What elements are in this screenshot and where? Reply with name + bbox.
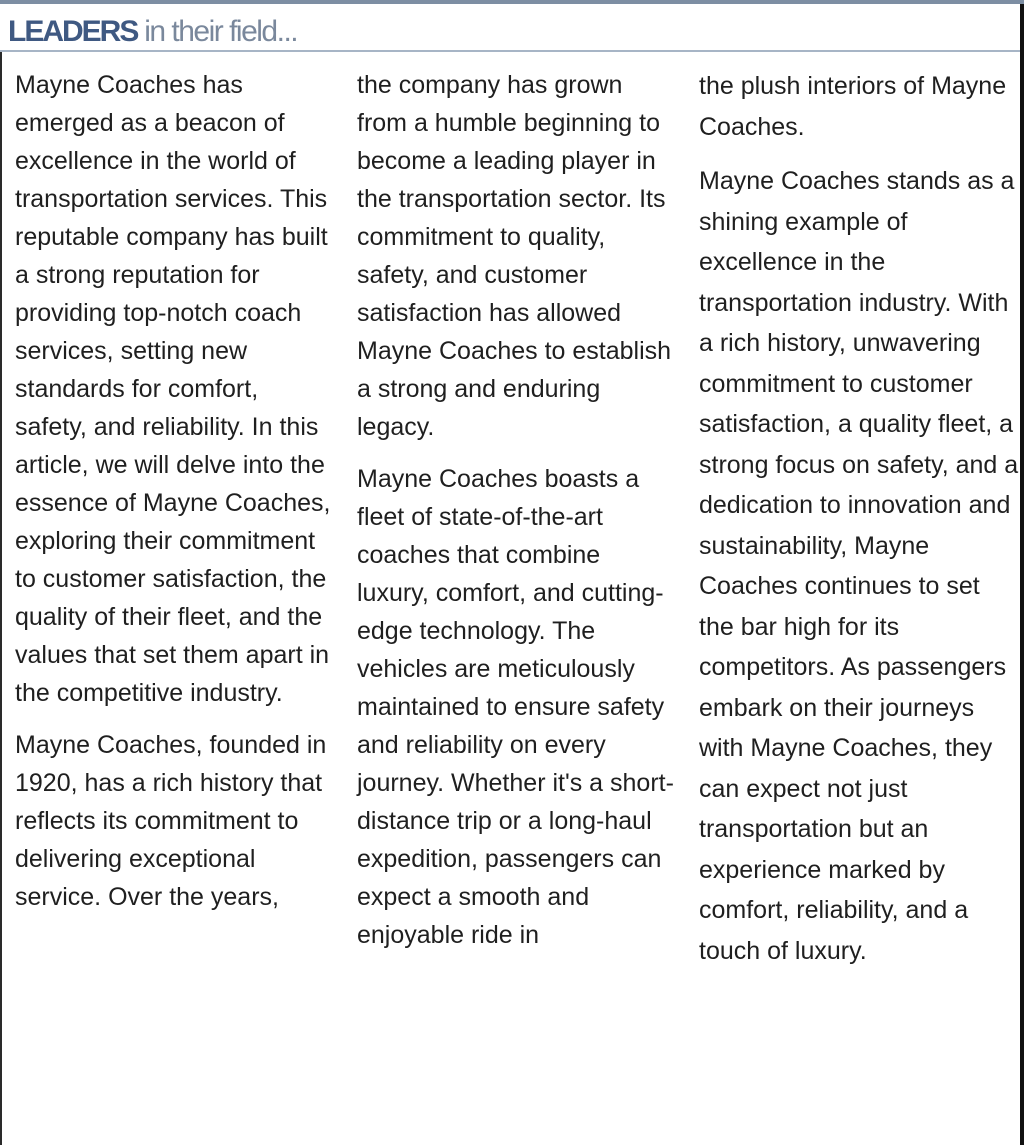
right-border — [1020, 4, 1024, 1145]
column-3-paragraph-1: the plush interiors of Mayne Coaches. — [699, 72, 1007, 141]
column-3-paragraph-2: Mayne Coaches stands as a shining example of excellence in the transportation industry. With a rich history, unwavering commitment to customer satisfaction, a quality fleet, a strong focus on safety, and a dedication to innovation and sustainability, Mayne Coaches continues to set the bar high for its competitors. As passengers embark on their journeys with Mayne Coaches, they can expect not just transportation but an experience marked by comfort, reliability, and a touch of luxury. — [699, 167, 1019, 965]
column-2-paragraph-1: the company has grown from a humble beginning to become a leading player in the transportation sector. Its commitment to quality, safety, and customer satisfaction has allowed Mayne Coaches to establish a strong and enduring legacy. — [357, 71, 672, 441]
section-title — [8, 14, 297, 50]
section-title-rest: in their field... — [137, 15, 298, 48]
column-2 — [357, 66, 677, 954]
column-3 — [699, 66, 1019, 971]
header-bar — [0, 0, 1024, 52]
section-title-strong: LEADERS — [8, 15, 138, 48]
column-1 — [15, 66, 335, 916]
left-border — [0, 4, 2, 1145]
header-rule — [0, 50, 1024, 52]
column-1-paragraph-2: Mayne Coaches, founded in 1920, has a rich history that reflects its commitment to delivering exceptional service. Over the years, — [15, 731, 327, 911]
column-2-paragraph-2: Mayne Coaches boasts a fleet of state-of-the-art coaches that combine luxury, comfort, and cutting-edge technology. The vehicles are meticulously maintained to ensure safety and reliability on every journey. Whether it's a short-distance trip or a long-haul expedition, passengers can expect a smooth and enjoyable ride in — [357, 465, 674, 949]
column-1-paragraph-1: Mayne Coaches has emerged as a beacon of excellence in the world of transportation services. This reputable company has built a strong reputation for providing top-notch coach services, setting new standards for comfort, safety, and reliability. In this article, we will delve into the essence of Mayne Coaches, exploring their commitment to customer satisfaction, the quality of their fleet, and the values that set them apart in the competitive industry. — [15, 71, 331, 707]
